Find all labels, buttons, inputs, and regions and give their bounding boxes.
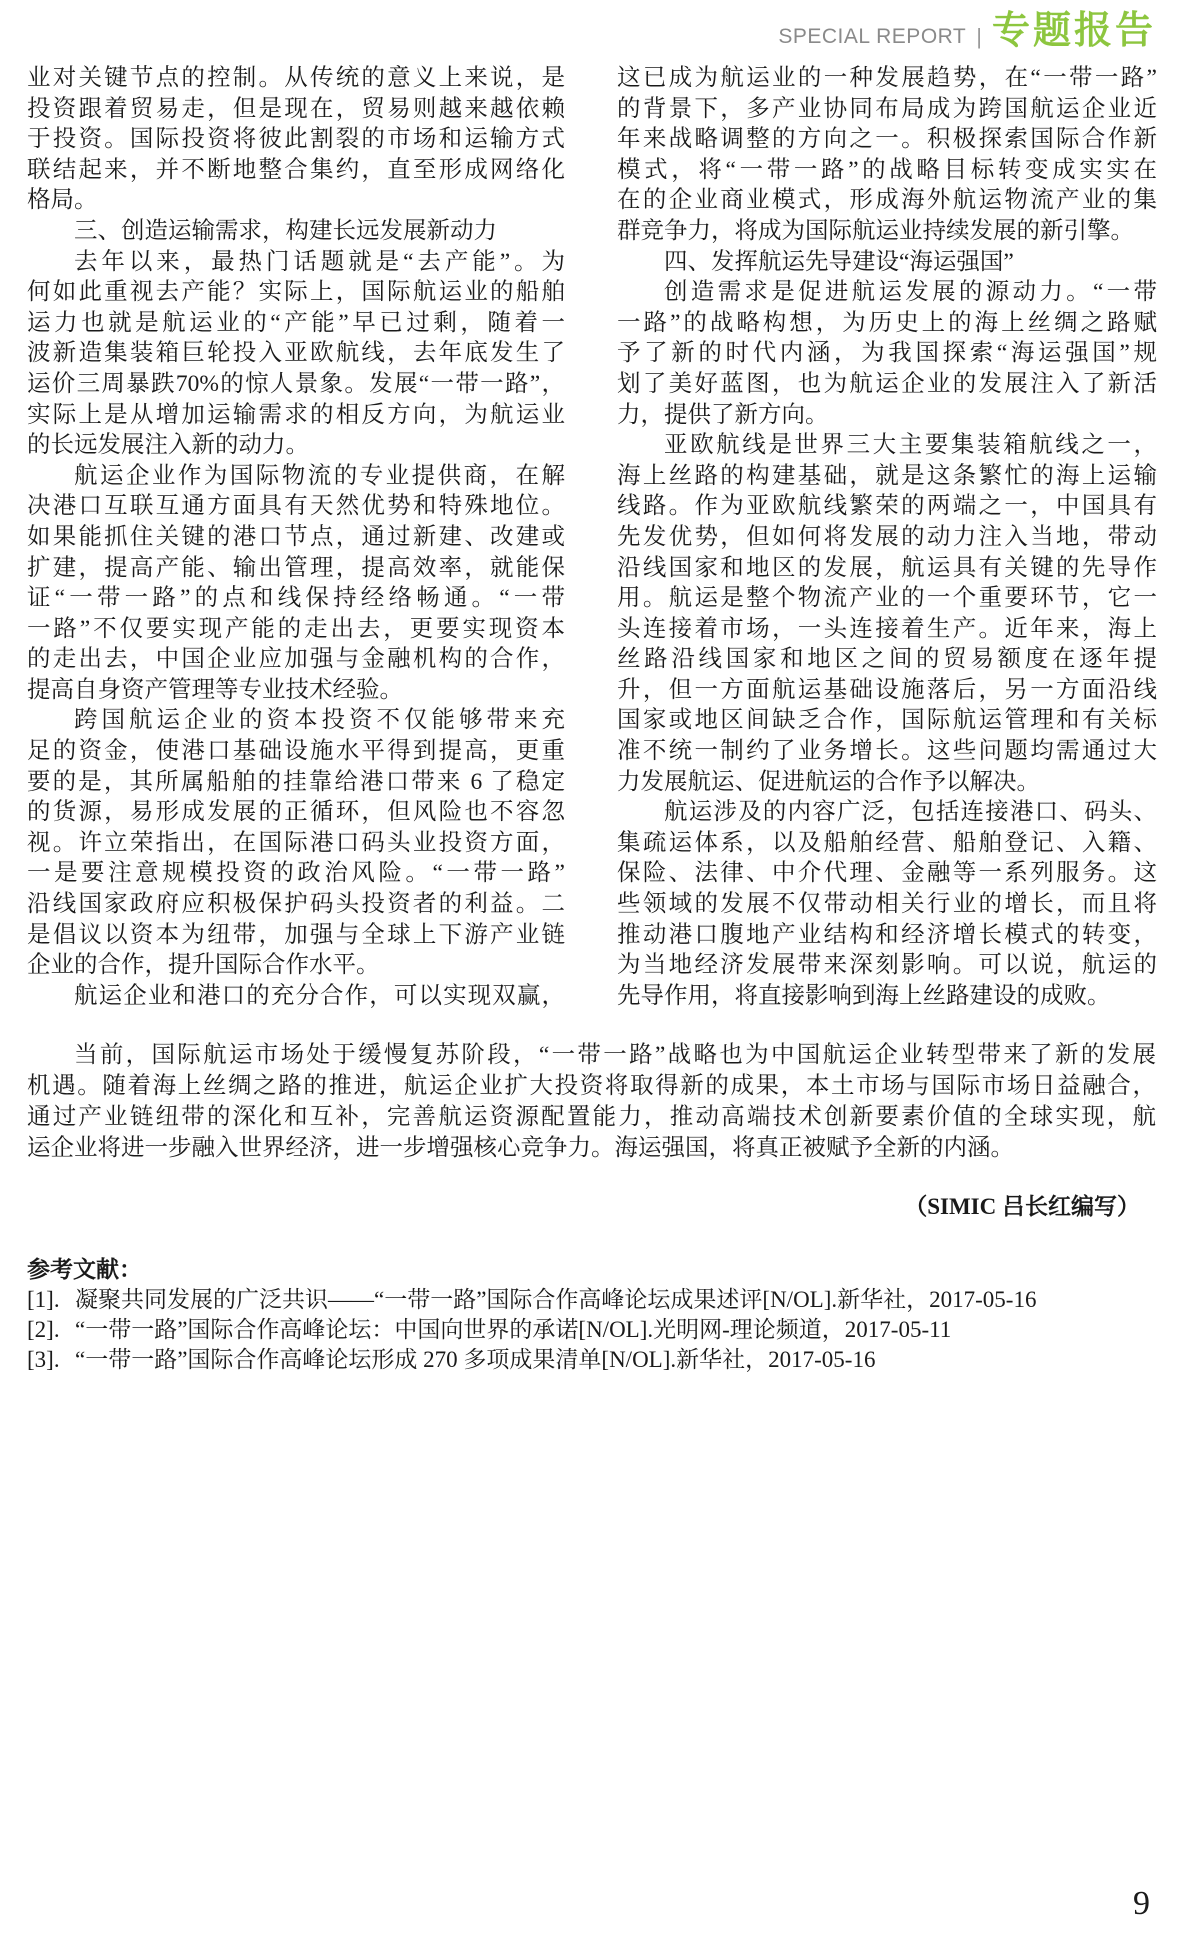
text-line: 航运企业和港口的充分合作，可以实现双赢， (74, 982, 565, 1009)
text-line: 何如此重视去产能？实际上，国际航运业的船舶 (27, 279, 565, 306)
text-line: 推动港口腹地产业结构和经济增长模式的转变， (617, 921, 1157, 948)
paragraph (27, 981, 565, 1012)
section-title: 专题报告 (991, 8, 1156, 52)
text-line: 格局。 (27, 187, 98, 214)
right-column (617, 63, 1157, 1011)
text-line: 是倡议以资本为纽带，加强与全球上下游产业链 (27, 921, 565, 948)
text-line: 保险、法律、中介代理、金融等一系列服务。这 (617, 860, 1157, 887)
paragraph (27, 63, 565, 216)
text-line: 升，但一方面航运基础设施落后，另一方面沿线 (617, 676, 1157, 703)
references-heading: 参考文献： (27, 1257, 142, 1282)
text-line: 一路”不仅要实现产能的走出去，更要实现资本 (27, 615, 565, 642)
text-line: 的货源，易形成发展的正循环，但风险也不容忽 (27, 799, 565, 826)
section-label: SPECIAL REPORT (778, 25, 967, 48)
text-line: 力发展航运、促进航运的合作予以解决。 (617, 768, 1040, 795)
paragraph (27, 461, 565, 706)
reference-item (27, 1345, 1156, 1375)
text-line: 丝路沿线国家和地区之间的贸易额度在逐年提 (617, 646, 1157, 673)
page-number: 9 (1133, 1885, 1150, 1922)
text-line: 扩建，提高产能、输出管理，提高效率，就能保 (27, 554, 565, 581)
section-heading: 四、发挥航运先导建设“海运强国” (664, 248, 1014, 275)
text-line: 如果能抓住关键的港口节点，通过新建、改建或 (27, 523, 565, 550)
text-line: 运价三周暴跌70%的惊人景象。发展“一带一路”， (27, 370, 565, 397)
text-line: 国家或地区间缺乏合作，国际航运管理和有关标 (617, 707, 1157, 734)
text-line: 集疏运体系，以及船舶经营、船舶登记、入籍、 (617, 829, 1157, 856)
text-line: 划了美好蓝图，也为航运企业的发展注入了新活 (617, 370, 1157, 397)
reference-item (27, 1285, 1156, 1315)
text-line: 提高自身资产管理等专业技术经验。 (27, 676, 403, 703)
closing-paragraph (27, 1040, 1156, 1164)
reference-text: 凝聚共同发展的广泛共识——“一带一路”国际合作高峰论坛成果述评[N/OL].新华社，2017-05-16 (75, 1287, 1037, 1312)
text-line: 波新造集装箱巨轮投入亚欧航线，去年底发生了 (27, 340, 565, 367)
text-line: 海上丝路的构建基础，就是这条繁忙的海上运输 (617, 462, 1157, 489)
paragraph (27, 247, 565, 461)
author-attribution: （SIMIC 吕长红编写） (904, 1194, 1140, 1219)
text-line: 航运涉及的内容广泛，包括连接港口、码头、 (664, 799, 1157, 826)
references-list (27, 1285, 1156, 1375)
text-line: 群竞争力，将成为国际航运业持续发展的新引擎。 (617, 217, 1134, 244)
text-line: 沿线国家政府应积极保护码头投资者的利益。二 (27, 891, 565, 918)
paragraph (27, 705, 565, 980)
text-line: 投资跟着贸易走，但是现在，贸易则越来越依赖 (27, 95, 565, 122)
reference-number: [1]. (27, 1287, 60, 1312)
paragraph (617, 63, 1157, 247)
text-line: 先发优势，但如何将发展的动力注入当地，带动 (617, 523, 1157, 550)
paragraph (617, 797, 1157, 1011)
text-line: 些领域的发展不仅带动相关行业的增长，而且将 (617, 891, 1157, 918)
text-line: 准不统一制约了业务增长。这些问题均需通过大 (617, 738, 1157, 765)
reference-text: “一带一路”国际合作高峰论坛形成 270 多项成果清单[N/OL].新华社，2017-05-16 (75, 1347, 876, 1372)
reference-number: [2]. (27, 1317, 60, 1342)
text-line: 的长远发展注入新的动力。 (27, 432, 309, 459)
text-line: 头连接着市场，一头连接着生产。近年来，海上 (617, 615, 1157, 642)
text-line: 创造需求是促进航运发展的源动力。“一带 (664, 279, 1157, 306)
text-line: 于投资。国际投资将彼此割裂的市场和运输方式 (27, 126, 565, 153)
reference-item (27, 1315, 1156, 1345)
paragraph (617, 277, 1157, 430)
text-line: 一路”的战略构想，为历史上的海上丝绸之路赋 (617, 309, 1157, 336)
text-line: 亚欧航线是世界三大主要集装箱航线之一， (664, 432, 1157, 459)
text-line: 力，提供了新方向。 (617, 401, 829, 428)
text-line: 视。许立荣指出，在国际港口码头业投资方面， (27, 829, 565, 856)
text-line: 实际上是从增加运输需求的相反方向，为航运业 (27, 401, 565, 428)
paragraph (617, 430, 1157, 797)
text-line: 沿线国家和地区的发展，航运具有关键的先导作 (617, 554, 1157, 581)
section-heading: 三、创造运输需求，构建长远发展新动力 (74, 217, 497, 244)
text-line: 业对关键节点的控制。从传统的意义上来说，是 (27, 65, 565, 91)
text-line: 的背景下，多产业协同布局成为跨国航运企业近 (617, 95, 1157, 122)
page-header (778, 6, 1156, 52)
text-line: 要的是，其所属船舶的挂靠给港口带来 6 了稳定 (27, 768, 565, 795)
text-line: 为当地经济发展带来深刻影响。可以说，航运的 (617, 952, 1157, 979)
text-line: 先导作用，将直接影响到海上丝路建设的成败。 (617, 982, 1111, 1009)
text-line: 运力也就是航运业的“产能”早已过剩，随着一 (27, 309, 565, 336)
text-line: 企业的合作，提升国际合作水平。 (27, 952, 380, 979)
text-line: 证“一带一路”的点和线保持经络畅通。“一带 (27, 585, 565, 612)
text-line: 用。航运是整个物流产业的一个重要环节，它一 (617, 585, 1157, 612)
text-line: 去年以来，最热门话题就是“去产能”。为 (74, 248, 565, 275)
text-line: 一是要注意规模投资的政治风险。“一带一路” (27, 860, 565, 887)
text-line: 的走出去，中国企业应加强与金融机构的合作， (27, 646, 565, 673)
text-line: 在的企业商业模式，形成海外航运物流产业的集 (617, 187, 1157, 214)
text-line: 当前，国际航运市场处于缓慢复苏阶段，“一带一路”战略也为中国航运企业转型带来了新的发展 (74, 1042, 1156, 1068)
text-line: 这已成为航运业的一种发展趋势，在“一带一路” (617, 65, 1157, 91)
header-separator: | (976, 24, 982, 49)
text-line: 机遇。随着海上丝绸之路的推进，航运企业扩大投资将取得新的成果，本土市场与国际市场日益融合， (27, 1073, 1156, 1099)
text-line: 决港口互联互通方面具有天然优势和特殊地位。 (27, 493, 565, 520)
text-line: 航运企业作为国际物流的专业提供商，在解 (74, 462, 565, 489)
reference-text: “一带一路”国际合作高峰论坛：中国向世界的承诺[N/OL].光明网-理论频道，2017-05-11 (75, 1317, 952, 1342)
text-line: 运企业将进一步融入世界经济，进一步增强核心竞争力。海运强国，将真正被赋予全新的内涵。 (27, 1135, 1014, 1161)
text-line: 予了新的时代内涵，为我国探索“海运强国”规 (617, 340, 1157, 367)
text-line: 模式，将“一带一路”的战略目标转变成实实在 (617, 156, 1157, 183)
text-line: 跨国航运企业的资本投资不仅能够带来充 (74, 707, 565, 734)
left-column (27, 63, 565, 1011)
reference-number: [3]. (27, 1347, 60, 1372)
text-line: 线路。作为亚欧航线繁荣的两端之一，中国具有 (617, 493, 1157, 520)
text-line: 年来战略调整的方向之一。积极探索国际合作新 (617, 126, 1157, 153)
text-line: 联结起来，并不断地整合集约，直至形成网络化 (27, 156, 565, 183)
text-line: 通过产业链纽带的深化和互补，完善航运资源配置能力，推动高端技术创新要素价值的全球实现，航 (27, 1104, 1156, 1130)
text-line: 足的资金，使港口基础设施水平得到提高，更重 (27, 738, 565, 765)
